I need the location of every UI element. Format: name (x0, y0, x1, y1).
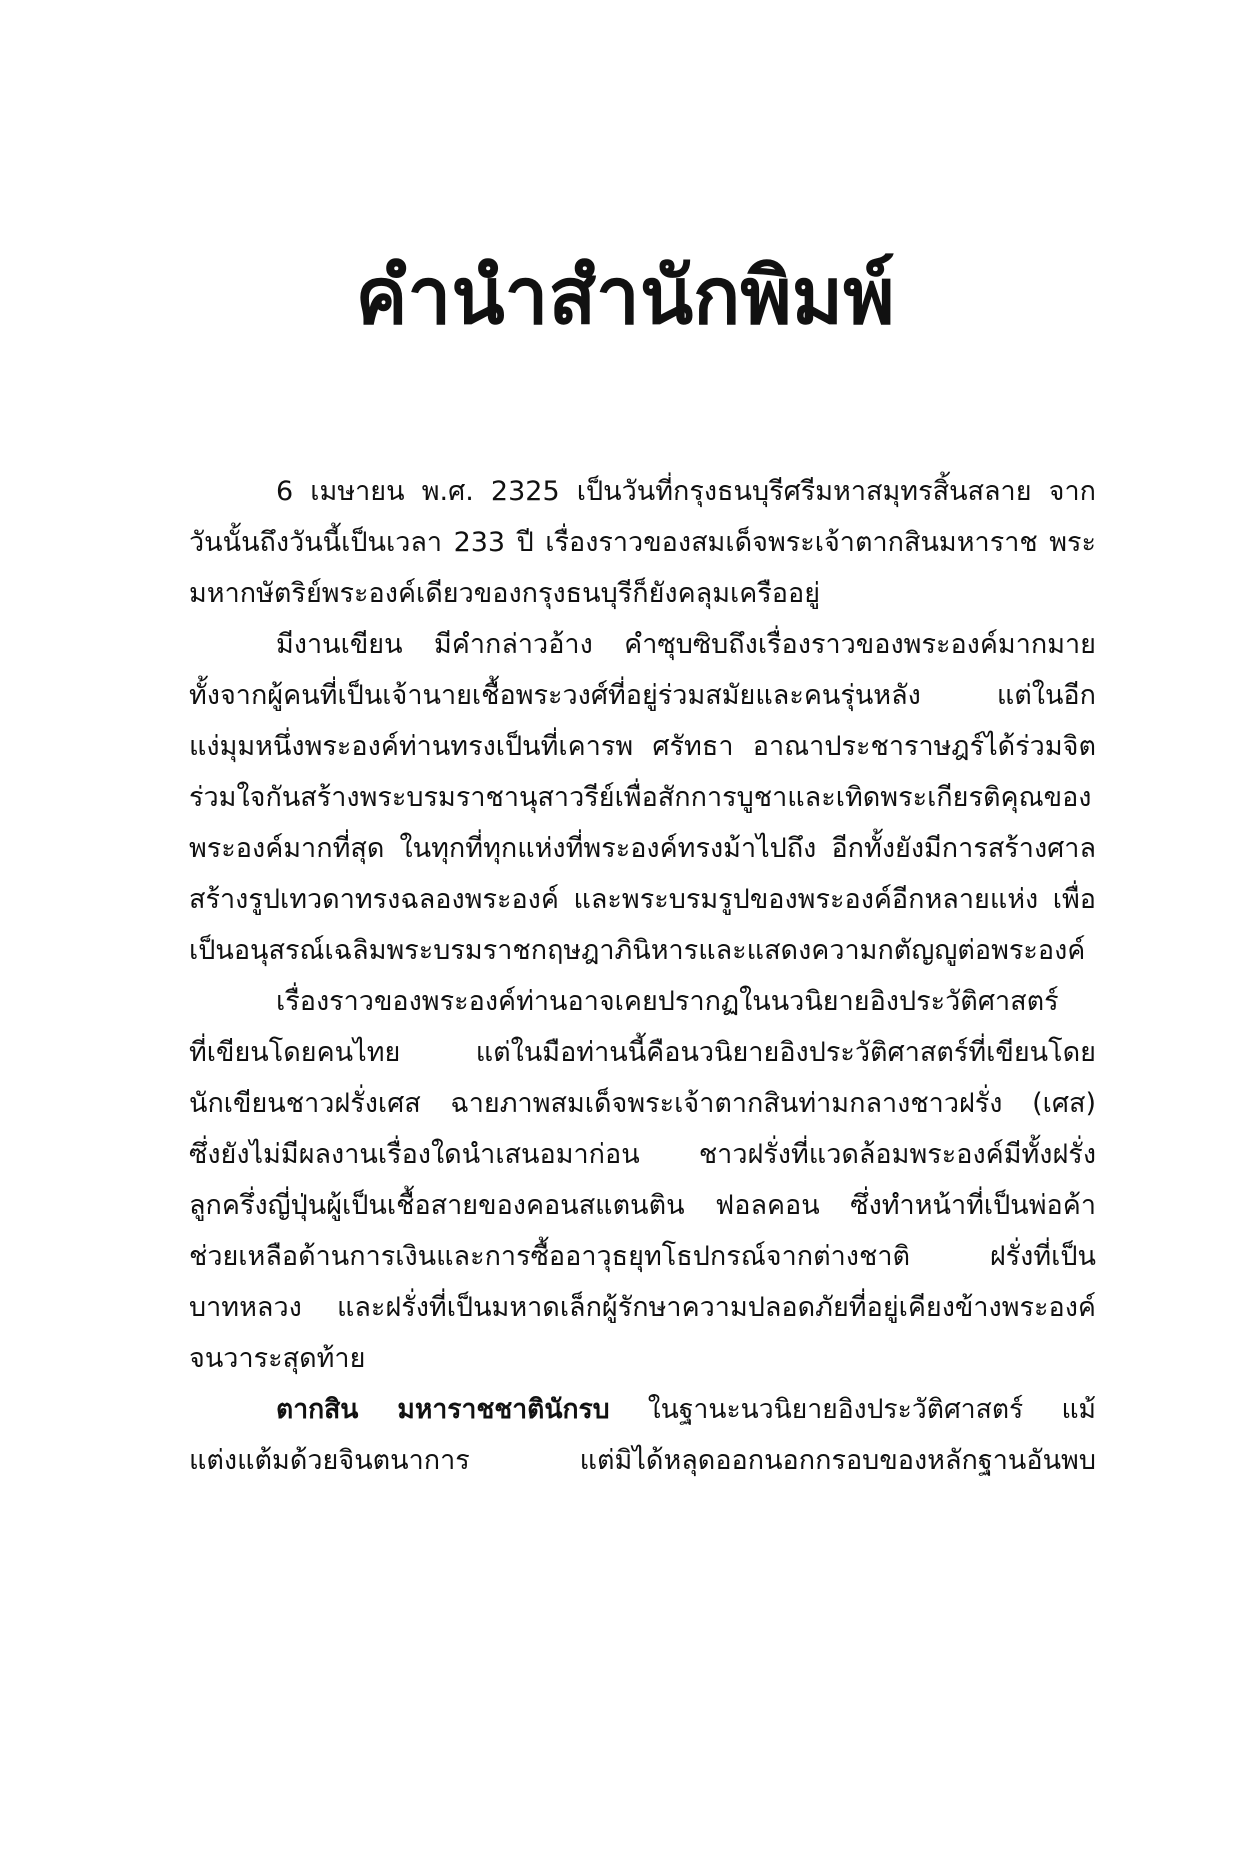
paragraph-2-line-1: มีงานเขียน มีคำกล่าวอ้าง คำซุบซิบถึงเรื่องราวของพระองค์มากมาย (276, 629, 1096, 660)
paragraph-2-line-2: ทั้งจากผู้คนที่เป็นเจ้านายเชื้อพระวงศ์ที่อยู่ร่วมสมัยและคนรุ่นหลัง แต่ในอีก (189, 680, 1096, 711)
paragraph-2-line-4: ร่วมใจกันสร้างพระบรมราชานุสาวรีย์เพื่อสักการบูชาและเทิดพระเกียรติคุณของ (189, 782, 1092, 813)
paragraph-3-line-8: จนวาระสุดท้าย (189, 1343, 366, 1374)
book-title-bold: ตากสิน มหาราชชาตินักรบ (276, 1394, 610, 1425)
paragraph-3-line-1: เรื่องราวของพระองค์ท่านอาจเคยปรากฏในนวนิยายอิงประวัติศาสตร์ (276, 986, 1059, 1017)
paragraph-3-line-3: นักเขียนชาวฝรั่งเศส ฉายภาพสมเด็จพระเจ้าตากสินท่ามกลางชาวฝรั่ง (เศส) (189, 1088, 1096, 1119)
paragraph-1-line-3: มหากษัตริย์พระองค์เดียวของกรุงธนบุรีก็ยังคลุมเครืออยู่ (189, 578, 821, 609)
paragraph-2-line-5: พระองค์มากที่สุด ในทุกที่ทุกแห่งที่พระองค์ทรงม้าไปถึง อีกทั้งยังมีการสร้างศาล (189, 833, 1096, 864)
paragraph-1-line-1: 6 เมษายน พ.ศ. 2325 เป็นวันที่กรุงธนบุรีศรีมหาสมุทรสิ้นสลาย จาก (276, 476, 1096, 507)
paragraph-2-line-3: แง่มุมหนึ่งพระองค์ท่านทรงเป็นที่เคารพ ศรัทธา อาณาประชาราษฎร์ได้ร่วมจิต (189, 731, 1096, 762)
paragraph-2-line-6: สร้างรูปเทวดาทรงฉลองพระองค์ และพระบรมรูปของพระองค์อีกหลายแห่ง เพื่อ (189, 884, 1096, 915)
paragraph-4-line-1 (189, 1384, 1096, 1435)
page-title: คำนำสำนักพิมพ์ (355, 252, 895, 342)
paragraph-3-line-2: ที่เขียนโดยคนไทย แต่ในมือท่านนี้คือนวนิยายอิงประวัติศาสตร์ที่เขียนโดย (189, 1037, 1096, 1068)
paragraph-4-line-1-rest: ในฐานะนวนิยายอิงประวัติศาสตร์ แม้ (609, 1394, 1096, 1425)
paragraph-1-line-2: วันนั้นถึงวันนี้เป็นเวลา 233 ปี เรื่องราวของสมเด็จพระเจ้าตากสินมหาราช พระ (189, 527, 1096, 558)
paragraph-3-line-4: ซึ่งยังไม่มีผลงานเรื่องใดนำเสนอมาก่อน ชาวฝรั่งที่แวดล้อมพระองค์มีทั้งฝรั่ง (189, 1139, 1096, 1170)
body-text (189, 466, 1096, 1486)
paragraph-3-line-5: ลูกครึ่งญี่ปุ่นผู้เป็นเชื้อสายของคอนสแตนติน ฟอลคอน ซึ่งทำหน้าที่เป็นพ่อค้า (189, 1190, 1096, 1221)
paragraph-4-line-2: แต่งแต้มด้วยจินตนาการ แต่มิได้หลุดออกนอกกรอบของหลักฐานอันพบ (189, 1445, 1096, 1476)
paragraph-3-line-6: ช่วยเหลือด้านการเงินและการซื้ออาวุธยุทโธปกรณ์จากต่างชาติ ฝรั่งที่เป็น (189, 1241, 1096, 1272)
paragraph-3-line-7: บาทหลวง และฝรั่งที่เป็นมหาดเล็กผู้รักษาความปลอดภัยที่อยู่เคียงข้างพระองค์ (189, 1292, 1096, 1323)
paragraph-2-line-7: เป็นอนุสรณ์เฉลิมพระบรมราชกฤษฎาภินิหารและแสดงความกตัญญูต่อพระองค์ (189, 935, 1086, 966)
